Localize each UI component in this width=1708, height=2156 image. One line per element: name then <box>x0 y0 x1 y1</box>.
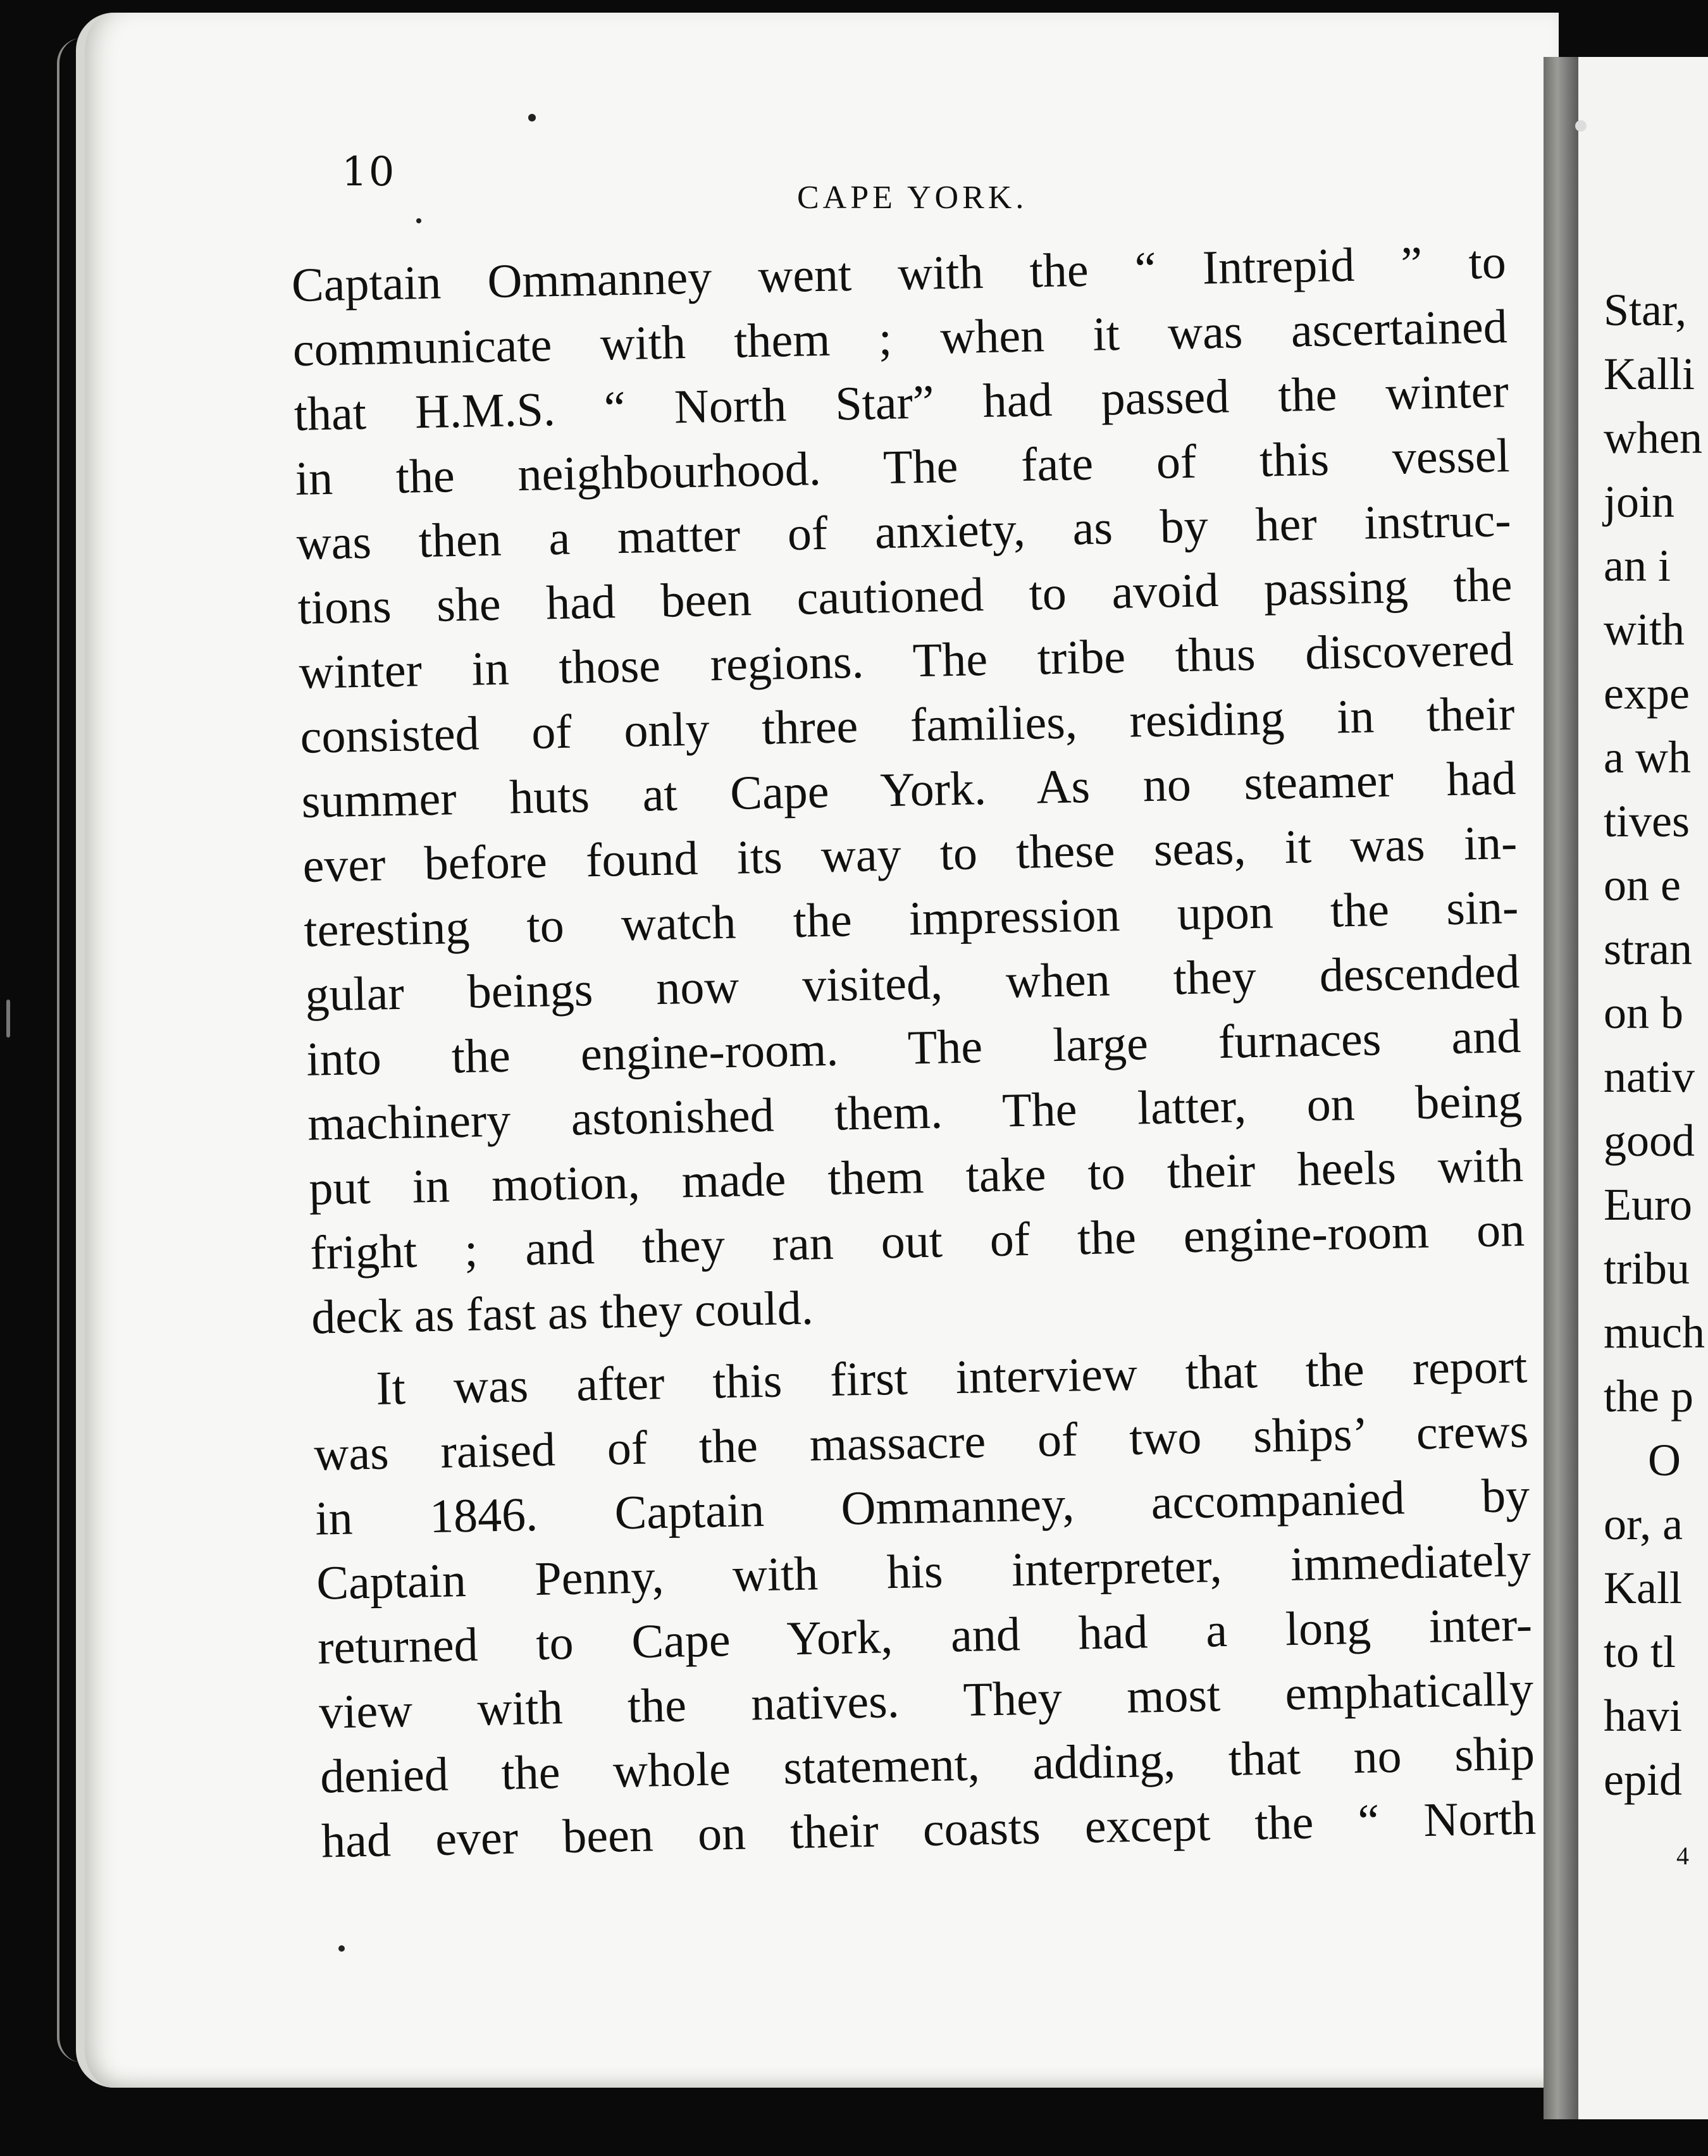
ink-speck <box>6 1000 10 1038</box>
right-page-fragment <box>1578 57 1708 2119</box>
right-line: to tl <box>1604 1626 1676 1677</box>
right-line: with <box>1604 604 1685 655</box>
text-line: summer huts at Cape York. As no steamer had <box>300 751 1517 828</box>
text-line: in 1846. Captain Ommanney, accompanied by <box>314 1468 1530 1546</box>
text-line: denied the whole statement, adding, that no ship <box>319 1726 1535 1804</box>
text-line: had ever been on their coasts except the “ North <box>321 1791 1537 1868</box>
text-line: returned to Cape York, and had a long inter- <box>317 1597 1533 1675</box>
text-line: Captain Ommanney went with the “ Intrepid ” to <box>291 235 1507 312</box>
text-line: tions she had been cautioned to avoid passing the <box>297 558 1513 635</box>
text-line: deck as fast as they could. <box>311 1281 814 1344</box>
right-line: tribu <box>1604 1243 1690 1294</box>
right-page-text <box>1604 278 1708 1812</box>
right-line: nativ <box>1604 1051 1695 1102</box>
right-line: epid <box>1604 1754 1682 1805</box>
ink-speck <box>338 1945 345 1952</box>
text-line: was raised of the massacre of two ships’ crews <box>313 1404 1529 1481</box>
text-line: into the engine-room. The large furnaces and <box>306 1009 1521 1086</box>
right-line: when <box>1604 412 1702 463</box>
text-line: view with the natives. They most emphatically <box>318 1662 1534 1739</box>
text-line: put in motion, made them take to their heels with <box>308 1138 1524 1215</box>
book-gutter <box>1544 57 1578 2119</box>
running-head: CAPE YORK. <box>797 180 1028 216</box>
right-line: good <box>1604 1115 1695 1166</box>
right-line: stran <box>1604 924 1692 974</box>
right-line: Kall <box>1604 1563 1682 1613</box>
text-line: consisted of only three families, residing in their <box>299 687 1516 764</box>
text-line: in the neighbourhood. The fate of this vessel <box>295 429 1511 505</box>
ink-speck <box>528 114 536 121</box>
right-line: much <box>1604 1307 1705 1358</box>
text-line: teresting to watch the impression upon the sin- <box>303 880 1519 957</box>
right-line: join <box>1604 476 1675 527</box>
ink-speck <box>1575 120 1587 132</box>
page-number: 10 <box>342 149 396 195</box>
text-line: fright ; and they ran out of the engine-room on <box>309 1203 1525 1280</box>
right-line: on b <box>1604 988 1683 1038</box>
right-line: O <box>1648 1435 1681 1485</box>
text-line: communicate with them ; when it was ascertained <box>292 300 1508 376</box>
text-line: machinery astonished them. The latter, on being <box>307 1074 1523 1151</box>
right-line: havi <box>1604 1690 1682 1741</box>
right-line: on e <box>1604 860 1681 910</box>
text-line: that H.M.S. “ North Star” had passed the winter <box>294 364 1509 441</box>
right-line: or, a <box>1604 1499 1683 1549</box>
signature-mark: 4 <box>1676 1842 1689 1870</box>
right-line: the p <box>1604 1371 1693 1422</box>
page-body-text <box>291 230 1537 1873</box>
text-line: was then a matter of anxiety, as by her instruc- <box>296 493 1512 570</box>
text-line: gular beings now visited, when they descended <box>304 945 1520 1022</box>
text-line: ever before found its way to these seas, it was in- <box>302 815 1518 893</box>
right-line: Star, <box>1604 285 1687 335</box>
ink-speck <box>416 218 421 223</box>
right-line: tives <box>1604 796 1690 846</box>
right-line: Kalli <box>1604 349 1695 399</box>
right-line: Euro <box>1604 1179 1692 1230</box>
right-line: an i <box>1604 540 1671 591</box>
right-line: expe <box>1604 668 1690 719</box>
right-line: a wh <box>1604 732 1691 783</box>
text-line: It was after this first interview that the report <box>375 1339 1528 1415</box>
text-line: winter in those regions. The tribe thus discovered <box>298 623 1514 699</box>
text-line: Captain Penny, with his interpreter, immediately <box>316 1533 1532 1610</box>
page-header <box>342 149 1607 216</box>
